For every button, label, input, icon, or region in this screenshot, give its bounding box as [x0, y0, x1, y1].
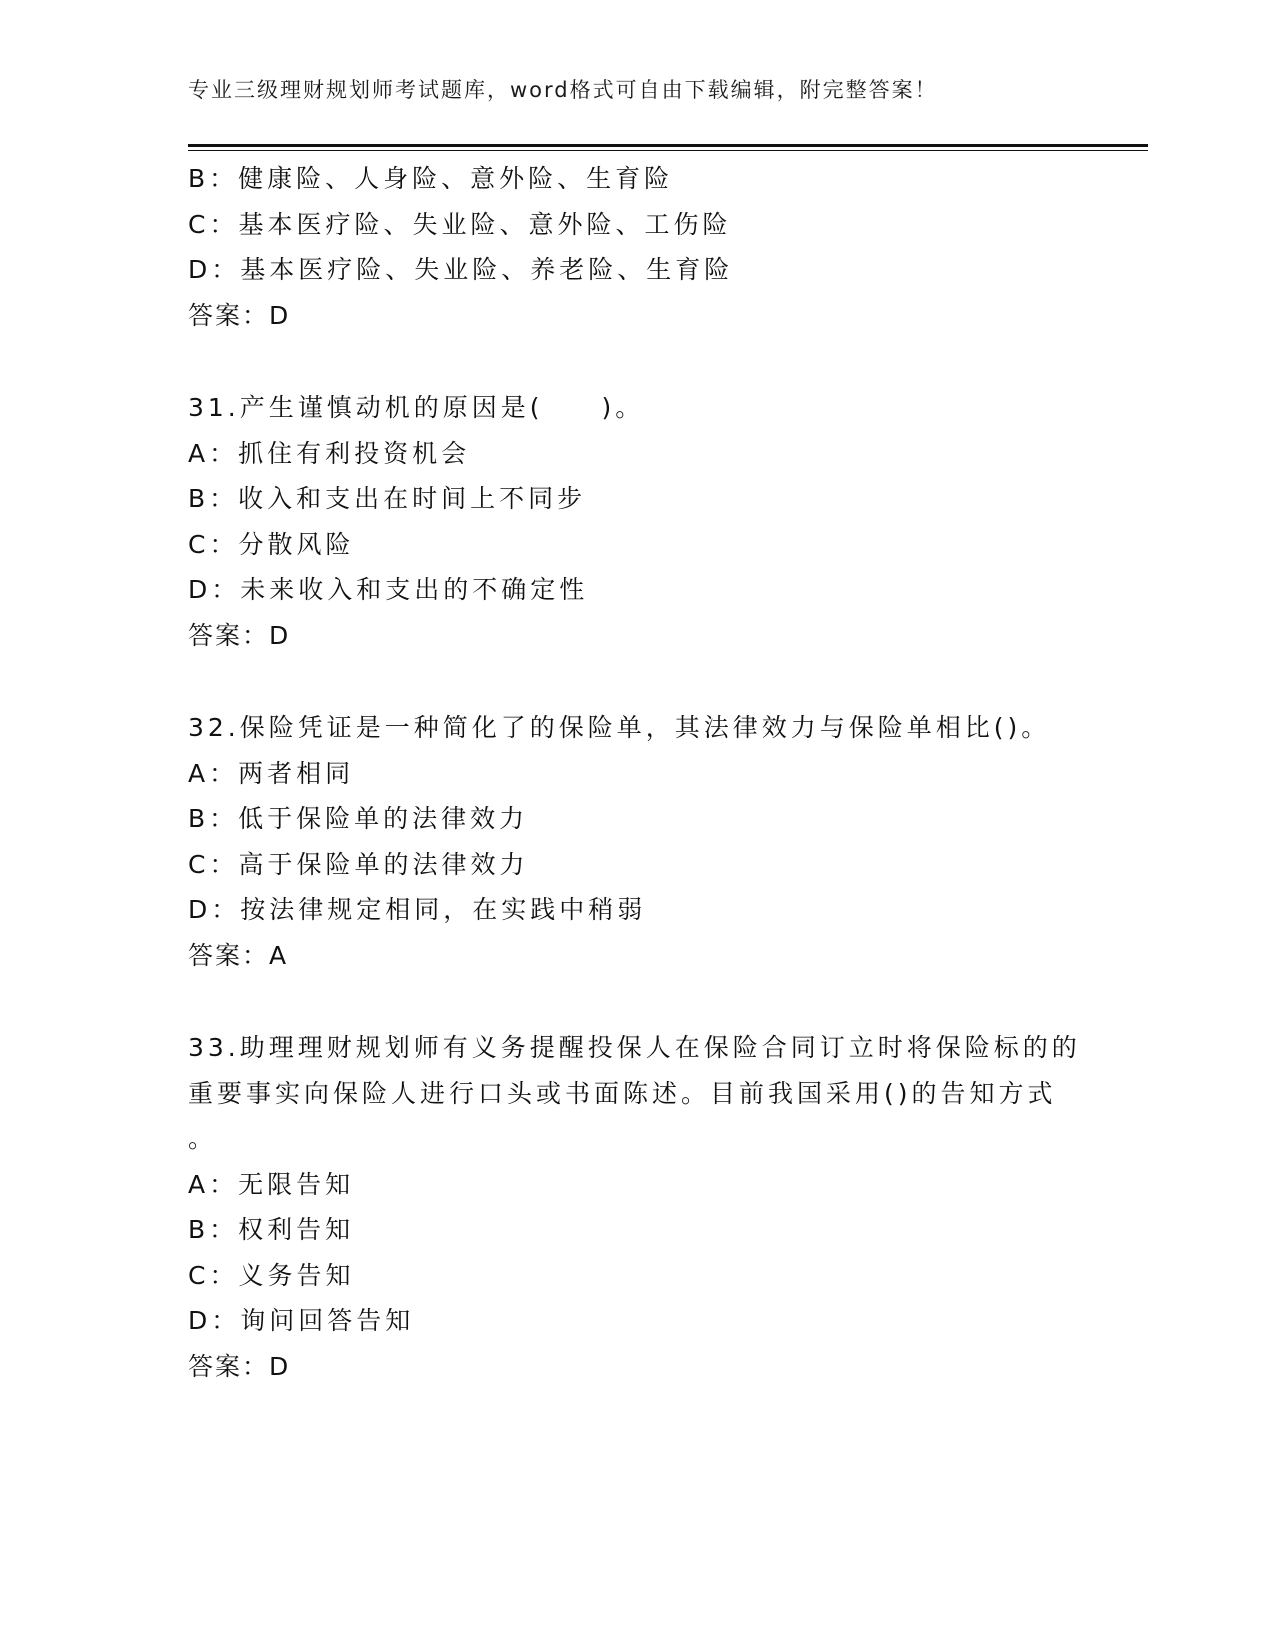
question-30-continuation [188, 156, 1128, 338]
option-d: D：未来收入和支出的不确定性 [188, 575, 589, 604]
option-a: A：抓住有利投资机会 [188, 438, 471, 468]
answer-line: 答案：D [188, 1351, 291, 1381]
option-b: B：权利告知 [188, 1215, 355, 1244]
option-a: A：两者相同 [188, 758, 355, 788]
option-d: D：询问回答告知 [188, 1306, 415, 1335]
option-b: B：低于保险单的法律效力 [188, 804, 529, 833]
header-rule-thick [188, 144, 1148, 147]
question-stem-line-3: 。 [188, 1124, 218, 1153]
option-d: D：基本医疗险、失业险、养老险、生育险 [188, 255, 734, 284]
question-31 [188, 385, 1128, 658]
header-rule-thin [188, 150, 1148, 151]
option-c: C：分散风险 [188, 529, 355, 559]
document-body [188, 156, 1128, 1389]
question-stem: 31.产生谨慎动机的原因是( )。 [188, 393, 645, 422]
answer-line: 答案：A [188, 940, 289, 970]
option-c: C：高于保险单的法律效力 [188, 849, 529, 879]
option-c: C：义务告知 [188, 1260, 355, 1290]
page-header: 专业三级理财规划师考试题库，word格式可自由下载编辑，附完整答案！ [188, 78, 938, 102]
question-33 [188, 1025, 1128, 1389]
option-a: A：无限告知 [188, 1169, 355, 1199]
option-b: B：收入和支出在时间上不同步 [188, 484, 587, 513]
answer-line: 答案：D [188, 620, 291, 650]
question-stem-line-2: 重要事实向保险人进行口头或书面陈述。目前我国采用()的告知方式 [188, 1078, 1057, 1108]
option-b: B：健康险、人身险、意外险、生育险 [188, 164, 674, 193]
question-stem: 32.保险凭证是一种简化了的保险单，其法律效力与保险单相比()。 [188, 713, 1051, 742]
question-stem-line-1: 33.助理理财规划师有义务提醒投保人在保险合同订立时将保险标的的 [188, 1033, 1081, 1062]
option-d: D：按法律规定相同，在实践中稍弱 [188, 895, 647, 924]
question-32 [188, 705, 1128, 978]
answer-line: 答案：D [188, 300, 291, 330]
option-c: C：基本医疗险、失业险、意外险、工伤险 [188, 209, 732, 239]
